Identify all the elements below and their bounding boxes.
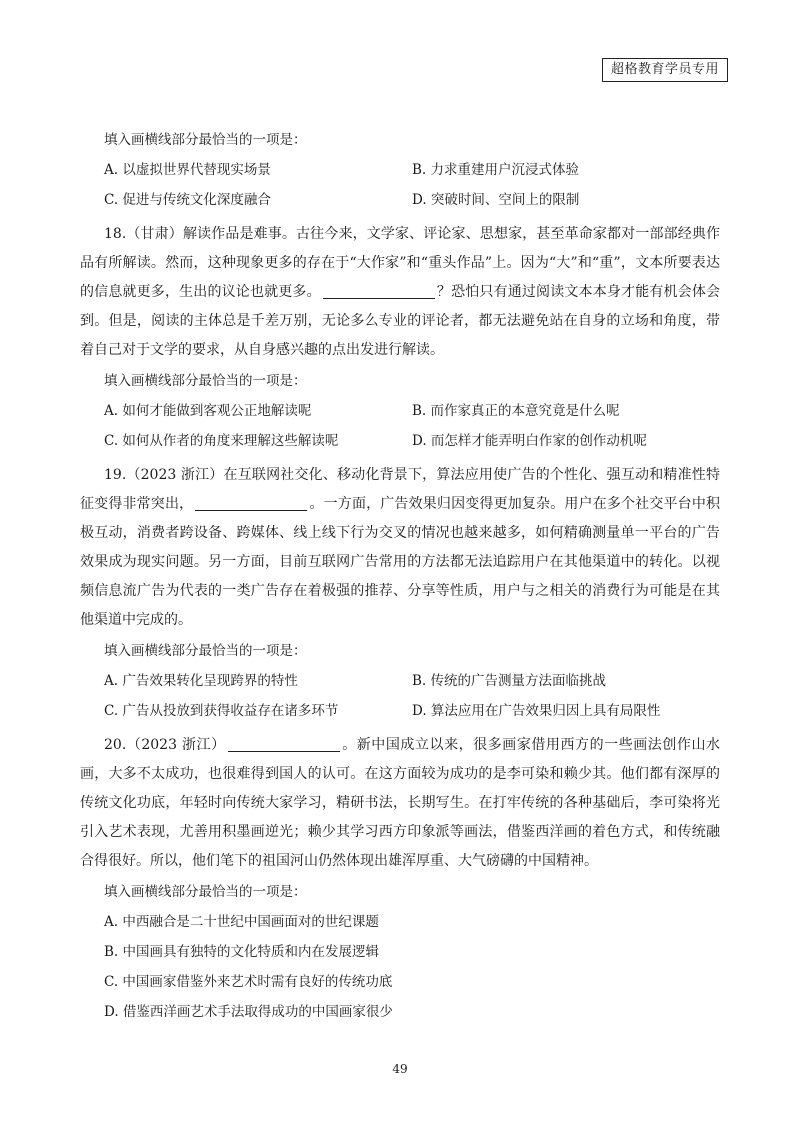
question-text — [80, 461, 720, 635]
answer-blank — [228, 735, 340, 752]
question-text-after: 。新中国成立以来，很多画家借用西方的一些画法创作山水画，大多不太成功，也很难得到国人的认可。在这方面较为成功的是李可染和赖少其。他们都有深厚的传统文化功底，年轻时向传统大家学习，精研书法，长期写生。在打牢传统的各种基础后，李可染将光引入艺术表现，尤善用积墨画逆光；赖少其学习西方印象派等画法，借鉴西洋画的着色方式，和传统融合得很好。所以，他们笔下的祖国河山仍然体现出雄浑厚重、大气磅礴的中国精神。 — [80, 737, 721, 869]
options-row — [80, 701, 720, 721]
question-text-before: 20.（2023 浙江） — [104, 737, 226, 753]
option-d: D. 而怎样才能弄明白作家的创作动机呢 — [412, 433, 647, 449]
option-d: D. 算法应用在广告效果归因上具有局限性 — [412, 703, 661, 719]
question-text — [80, 220, 720, 365]
question-19 — [80, 461, 720, 721]
options-row — [80, 401, 720, 421]
page-number: 49 — [392, 1062, 408, 1076]
option-d: D. 借鉴西洋画艺术手法取得成功的中国画家很少 — [104, 1004, 393, 1020]
option-c: C. 广告从投放到获得收益存在诸多环节 — [104, 703, 339, 719]
question-17 — [80, 130, 720, 210]
option-b: B. 力求重建用户沉浸式体验 — [412, 162, 580, 178]
question-text — [80, 731, 720, 876]
header-tag: 超格教育学员专用 — [602, 58, 728, 82]
options-row — [80, 671, 720, 691]
option-d: D. 突破时间、空间上的限制 — [412, 192, 580, 208]
question-prompt: 填入画横线部分最恰当的一项是： — [104, 132, 307, 148]
option-b: B. 中国画具有独特的文化特质和内在发展逻辑 — [104, 944, 380, 960]
question-prompt: 填入画横线部分最恰当的一项是： — [104, 373, 307, 389]
question-prompt: 填入画横线部分最恰当的一项是： — [104, 884, 307, 900]
question-20 — [80, 731, 720, 1022]
option-b: B. 而作家真正的本意究竟是什么呢 — [412, 403, 620, 419]
page-content — [80, 130, 720, 1032]
option-a: A. 以虚拟世界代替现实场景 — [104, 162, 271, 178]
options-row — [80, 190, 720, 210]
question-prompt: 填入画横线部分最恰当的一项是： — [104, 643, 307, 659]
question-text-after: ？恐怕只有通过阅读文本本身才能有机会体会到。但是，阅读的主体总是千差万别，无论多么专业的评论者，都无法避免站在自身的立场和角度，带着自己对于文学的要求，从自身感兴趣的点出发进行解读。 — [80, 284, 721, 358]
question-text-before: 19.（2023 浙江）在互联网社交化、移动化背景下，算法应用使广告的个性化、强互动和精准性特征变得非常突出， — [80, 467, 720, 512]
option-a: A. 广告效果转化呈现跨界的特性 — [104, 673, 298, 689]
option-a: A. 如何才能做到客观公正地解读呢 — [104, 403, 312, 419]
option-a: A. 中西融合是二十世纪中国画面对的世纪课题 — [104, 914, 379, 930]
option-b: B. 传统的广告测量方法面临挑战 — [412, 673, 607, 689]
option-c: C. 如何从作者的角度来理解这些解读呢 — [104, 433, 339, 449]
options-row — [80, 160, 720, 180]
option-c: C. 中国画家借鉴外来艺术时需有良好的传统功底 — [104, 974, 393, 990]
question-text-before: 18.（甘肃）解读作品是难事。古往今来，文学家、评论家、思想家，甚至革命家都对一部部经典作品有所解读。然而，这种现象更多的存在于“大作家”和“重头作品”上。因为“大”和“重”，文本所要表达的信息就更多，生出的议论也就更多。 — [80, 226, 720, 300]
option-c: C. 促进与传统文化深度融合 — [104, 192, 271, 208]
options-row — [80, 431, 720, 451]
answer-blank — [323, 282, 435, 299]
question-text-after: 。一方面，广告效果归因变得更加复杂。用户在多个社交平台中积极互动，消费者跨设备、跨媒体、线上线下行为交叉的情况也越来越多，如何精确测量单一平台的广告效果成为现实问题。另一方面，目前互联网广告常用的方法都无法追踪用户在其他渠道中的转化。以视频信息流广告为代表的一类广告存在着极强的推荐、分享等性质，用户与之相关的消费行为可能是在其他渠道中完成的。 — [80, 496, 720, 628]
question-18 — [80, 220, 720, 451]
answer-blank — [195, 494, 307, 511]
